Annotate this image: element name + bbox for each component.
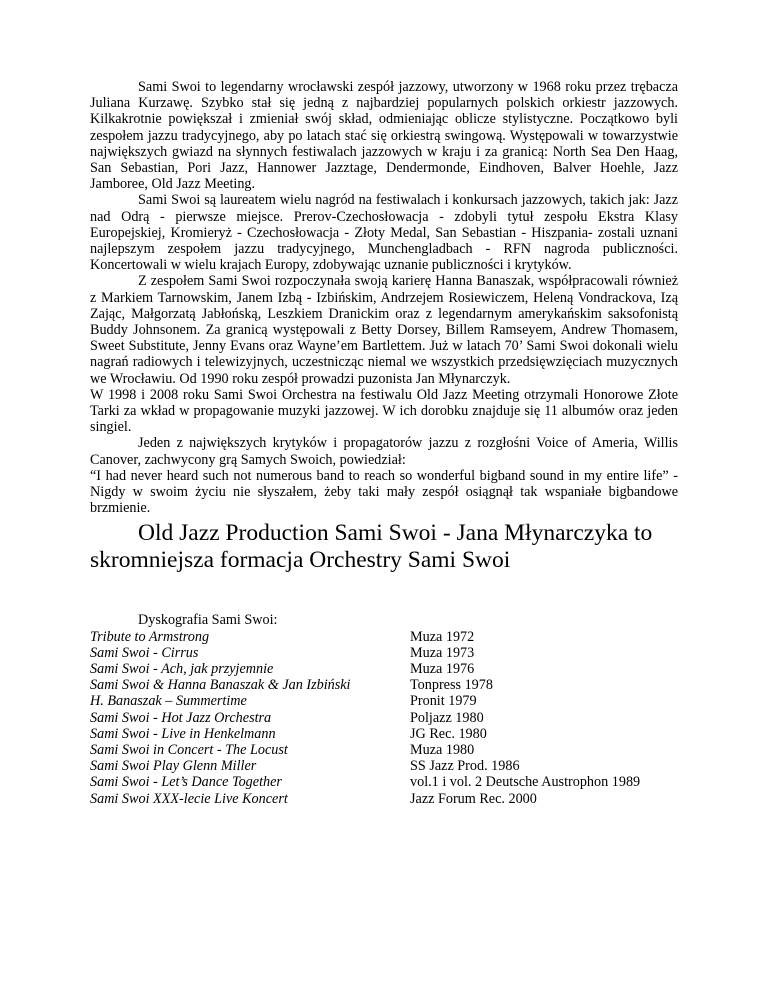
album-label: Muza 1976	[410, 661, 475, 678]
paragraph-honors: W 1998 i 2008 roku Sami Swoi Orchestra na festiwalu Old Jazz Meeting otrzymali Honorowe Złote Tarki za wkład w propagowanie muzyki jazzowej. W ich dorobku znajduje się 11 albumów oraz jeden singiel.	[90, 386, 678, 436]
section-heading: Old Jazz Production Sami Swoi - Jana Młynarczyka to skromniejsza formacja Orchestry Sami Swoi	[90, 520, 653, 574]
discography-row	[90, 677, 678, 693]
discography-row	[90, 629, 678, 645]
discography-row	[90, 710, 678, 726]
paragraph-quote: “I had never heard such not numerous band to reach so wonderful bigband sound in my entire life” - Nigdy w swoim życiu nie słyszałem, żeby taki mały zespół osiągnął tak wspaniałe bigbandowe brzmienie.	[90, 467, 678, 517]
album-label: Muza 1980	[410, 742, 475, 758]
album-title: Sami Swoi Play Glenn Miller	[90, 758, 257, 775]
paragraph-awards: Sami Swoi są laureatem wielu nagród na festiwalach i konkursach jazzowych, takich jak: Jazz nad Odrą - pierwsze miejsce. Prerov-Czechosłowacja - zdobyli tytuł zespołu Ekstra Klasy Europejskiej, Kromieryż - Czechosłowacja - Złoty Medal, San Sebastian - Hiszpania- zostali uznani najlepszym zespołem jazzu tradycyjnego, Munchengladbach - RFN nagroda publiczności. Koncertowali w wielu krajach Europy, zdobywając uznanie publiczności i krytyków.	[90, 192, 678, 274]
discography-row	[90, 661, 678, 677]
album-title: Sami Swoi in Concert - The Locust	[90, 742, 288, 758]
discography-row	[90, 758, 678, 774]
discography	[90, 612, 678, 806]
album-label: Poljazz 1980	[410, 709, 484, 726]
album-title: Sami Swoi & Hanna Banaszak & Jan Izbiński	[90, 677, 351, 694]
discography-row	[90, 774, 678, 790]
album-label: Jazz Forum Rec. 2000	[410, 790, 537, 807]
discography-row	[90, 726, 678, 742]
album-title: Sami Swoi - Hot Jazz Orchestra	[90, 709, 272, 726]
paragraph-critic: Jeden z największych krytyków i propagatorów jazzu z rozgłośni Voice of Ameria, Willis Canover, zachwycony grą Samych Swoich, powiedział:	[90, 435, 678, 468]
discography-title: Dyskografia Sami Swoi:	[138, 612, 278, 629]
discography-row	[90, 645, 678, 661]
album-title: Sami Swoi - Ach, jak przyjemnie	[90, 661, 274, 678]
paragraph-collaborations: Z zespołem Sami Swoi rozpoczynała swoją karierę Hanna Banaszak, współpracowali również z Markiem Tarnowskim, Janem Izbą - Izbińskim, Andrzejem Rosiewiczem, Heleną Vondrackova, Izą Zając, Małgorzatą Jabłońską, Leszkiem Dranickim oraz z legendarnym amerykańskim saksofonistą Buddy Johnsonem. Za granicą występowali z Betty Dorsey, Billem Ramseyem, Andrew Thomasem, Sweet Substitute, Jenny Evans oraz Wayne’em Bartlettem. Już w latach 70’ Sami Swoi dokonali wielu nagrań radiowych i telewizyjnych, uczestnicząc niemal we wszystkich przedsięwzięciach muzycznych we Wrocławiu. Od 1990 roku zespół prowadzi puzonista Jan Młynarczyk.	[90, 273, 678, 387]
album-label: Muza 1972	[410, 628, 475, 645]
album-title: Sami Swoi - Live in Henkelmann	[90, 725, 276, 742]
album-label: vol.1 i vol. 2 Deutsche Austrophon 1989	[410, 774, 641, 791]
discography-row	[90, 742, 678, 758]
album-title: Sami Swoi - Cirrus	[90, 644, 199, 661]
album-label: SS Jazz Prod. 1986	[410, 758, 520, 775]
album-label: Tonpress 1978	[410, 677, 493, 694]
paragraph-history: Sami Swoi to legendarny wrocławski zespół jazzowy, utworzony w 1968 roku przez trębacza Juliana Kurzawę. Szybko stał się jedną z najbardziej popularnych polskich orkiestr jazzowych. Kilkakrotnie powiększał i zmieniał swój skład, odmieniając oblicze stylistyczne. Początkowo byli zespołem jazzu tradycyjnego, aby po latach stać się orkiestrą swingową. Występowali w towarzystwie największych gwiazd na słynnych festiwalach jazzowych w kraju i za granicą: North Sea Den Haag, San Sebastian, Pori Jazz, Hannower Jazztage, Dendermonde, Eindhoven, Balver Hoehle, Jazz Jamboree, Old Jazz Meeting.	[90, 79, 678, 193]
album-title: Tribute to Armstrong	[90, 628, 210, 645]
album-title: H. Banaszak – Summertime	[90, 693, 247, 710]
album-title: Sami Swoi - Let’s Dance Together	[90, 774, 282, 791]
album-label: JG Rec. 1980	[410, 725, 487, 742]
discography-row	[90, 791, 678, 807]
document-page	[90, 79, 678, 807]
album-title: Sami Swoi XXX-lecie Live Koncert	[90, 790, 288, 807]
album-label: Pronit 1979	[410, 693, 477, 710]
discography-row	[90, 693, 678, 709]
album-label: Muza 1973	[410, 644, 475, 661]
